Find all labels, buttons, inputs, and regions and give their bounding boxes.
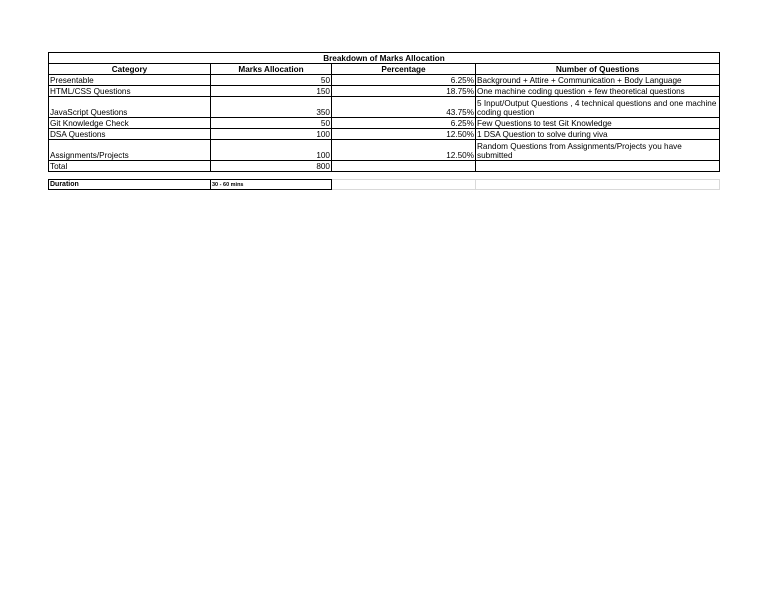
marks-allocation-table xyxy=(48,52,720,172)
marks-cell: 150 xyxy=(211,86,332,97)
category-cell: Git Knowledge Check xyxy=(49,118,211,129)
duration-table xyxy=(48,179,720,190)
percentage-cell: 43.75% xyxy=(332,97,476,118)
empty-cell xyxy=(476,161,720,172)
table-row xyxy=(49,86,720,97)
duration-label: Duration xyxy=(49,180,211,190)
category-cell: JavaScript Questions xyxy=(49,97,211,118)
table-row xyxy=(49,97,720,118)
table-row xyxy=(49,75,720,86)
table-row xyxy=(49,129,720,140)
percentage-cell: 12.50% xyxy=(332,129,476,140)
header-number-of-questions: Number of Questions xyxy=(476,64,720,75)
marks-cell: 50 xyxy=(211,118,332,129)
total-label: Total xyxy=(49,161,211,172)
category-cell: HTML/CSS Questions xyxy=(49,86,211,97)
questions-cell: 5 Input/Output Questions , 4 technical questions and one machine coding question xyxy=(476,97,720,118)
empty-cell xyxy=(476,180,720,190)
header-category: Category xyxy=(49,64,211,75)
percentage-cell: 12.50% xyxy=(332,140,476,161)
percentage-cell: 6.25% xyxy=(332,118,476,129)
percentage-cell: 6.25% xyxy=(332,75,476,86)
header-percentage: Percentage xyxy=(332,64,476,75)
marks-cell: 350 xyxy=(211,97,332,118)
empty-cell xyxy=(332,180,476,190)
marks-cell: 50 xyxy=(211,75,332,86)
questions-cell: Background + Attire + Communication + Body Language xyxy=(476,75,720,86)
total-row xyxy=(49,161,720,172)
total-marks: 800 xyxy=(211,161,332,172)
questions-cell: One machine coding question + few theoretical questions xyxy=(476,86,720,97)
spreadsheet xyxy=(48,52,720,190)
category-cell: Assignments/Projects xyxy=(49,140,211,161)
marks-cell: 100 xyxy=(211,140,332,161)
percentage-cell: 18.75% xyxy=(332,86,476,97)
table-row xyxy=(49,140,720,161)
empty-cell xyxy=(332,161,476,172)
marks-cell: 100 xyxy=(211,129,332,140)
category-cell: Presentable xyxy=(49,75,211,86)
questions-cell: 1 DSA Question to solve during viva xyxy=(476,129,720,140)
header-marks-allocation: Marks Allocation xyxy=(211,64,332,75)
duration-value: 30 - 60 mins xyxy=(211,180,332,190)
questions-cell: Random Questions from Assignments/Projects you have submitted xyxy=(476,140,720,161)
questions-cell: Few Questions to test Git Knowledge xyxy=(476,118,720,129)
category-cell: DSA Questions xyxy=(49,129,211,140)
table-title: Breakdown of Marks Allocation xyxy=(49,53,720,64)
table-row xyxy=(49,118,720,129)
